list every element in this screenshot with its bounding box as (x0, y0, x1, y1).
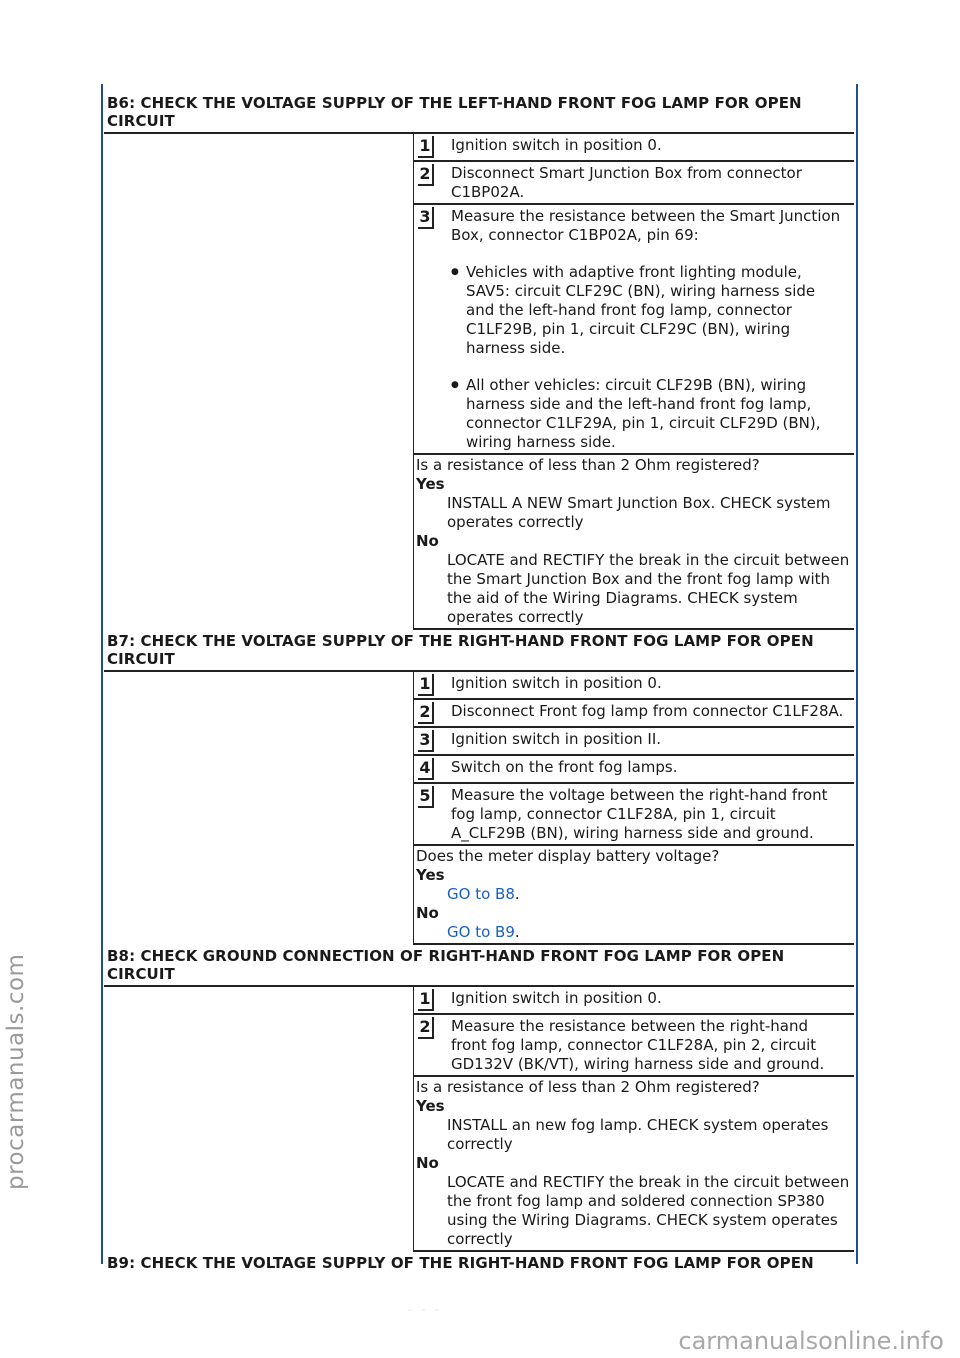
step-text: Measure the voltage between the right-hand front fog lamp, connector C1LF28A, pin 1, circuit A_CLF29B (BN), wiring harness side and ground. (451, 786, 828, 842)
section-body-b6 (104, 134, 854, 630)
step-number: 2 (418, 164, 434, 186)
section-body-b7 (104, 672, 854, 945)
step-row (414, 987, 854, 1015)
bullet-item: ● All other vehicles: circuit CLF29B (BN), wiring harness side and the left-hand front fog lamp, connector C1LF29A, pin 1, circuit CLF29D (BN), wiring harness side. (451, 376, 848, 452)
footer-watermark: carmanualsonline.info (678, 1327, 944, 1355)
step-text: Ignition switch in position II. (451, 730, 662, 748)
step-text: Ignition switch in position 0. (451, 136, 662, 154)
page-frame (101, 84, 858, 1272)
bullet-item: ● Vehicles with adaptive front lighting module, SAV5: circuit CLF29C (BN), wiring harness side and the left-hand front fog lamp, connector C1LF29B, pin 1, circuit CLF29C (BN), wiring harness side. (451, 263, 848, 358)
no-answer: LOCATE and RECTIFY the break in the circuit between the Smart Junction Box and the front fog lamp with the aid of the Wiring Diagrams. CHECK system operates correctly (447, 551, 850, 626)
yes-answer: INSTALL A NEW Smart Junction Box. CHECK system operates correctly (447, 494, 831, 531)
section-title-b8: B8: CHECK GROUND CONNECTION OF RIGHT-HAND FRONT FOG LAMP FOR OPEN CIRCUIT (104, 945, 854, 987)
step-text: Ignition switch in position 0. (451, 674, 662, 692)
no-label: No (416, 904, 439, 922)
question-answer-block (414, 1077, 854, 1252)
yes-label: Yes (416, 866, 445, 884)
step-text: Disconnect Smart Junction Box from connector C1BP02A. (451, 164, 802, 201)
step-row (414, 756, 854, 784)
question-text: Is a resistance of less than 2 Ohm registered? (416, 1078, 760, 1096)
step-row (414, 205, 854, 455)
yes-answer: INSTALL an new fog lamp. CHECK system operates correctly (447, 1116, 829, 1153)
question-answer-block (414, 455, 854, 630)
step-row (414, 784, 854, 846)
yes-label: Yes (416, 1097, 445, 1115)
step-text: Disconnect Front fog lamp from connector C1LF28A. (451, 702, 844, 720)
step-row (414, 1015, 854, 1077)
left-margin-line (101, 84, 103, 1264)
go-to-b9-link[interactable]: GO to B9 (447, 923, 515, 941)
step-text: Measure the resistance between the right-hand front fog lamp, connector C1LF28A, pin 2, circuit GD132V (BK/VT), wiring harness side and ground. (451, 1017, 825, 1073)
step-text: Switch on the front fog lamps. (451, 758, 678, 776)
page-number: - - - (408, 1303, 442, 1316)
step-number: 2 (418, 1017, 434, 1039)
step-number: 3 (418, 207, 434, 229)
procedure-sheet (104, 92, 854, 1274)
yes-label: Yes (416, 475, 445, 493)
question-text: Is a resistance of less than 2 Ohm registered? (416, 456, 760, 474)
step-row (414, 162, 854, 205)
step-number: 1 (418, 989, 434, 1011)
bullet-list (451, 263, 848, 452)
step-row (414, 700, 854, 728)
no-label: No (416, 532, 439, 550)
step-number: 5 (418, 786, 434, 808)
right-margin-line (856, 84, 858, 1264)
step-number: 1 (418, 674, 434, 696)
section-title-b9: B9: CHECK THE VOLTAGE SUPPLY OF THE RIGHT-HAND FRONT FOG LAMP FOR OPEN (107, 1254, 814, 1272)
section-title-b7: B7: CHECK THE VOLTAGE SUPPLY OF THE RIGHT-HAND FRONT FOG LAMP FOR OPEN CIRCUIT (104, 630, 854, 672)
no-label: No (416, 1154, 439, 1172)
step-text: Ignition switch in position 0. (451, 989, 662, 1007)
side-watermark: procarmanuals.com (3, 953, 29, 1190)
no-answer: LOCATE and RECTIFY the break in the circuit between the front fog lamp and soldered connection SP380 using the Wiring Diagrams. CHECK system operates correctly (447, 1173, 850, 1248)
section-title-b6: B6: CHECK THE VOLTAGE SUPPLY OF THE LEFT-HAND FRONT FOG LAMP FOR OPEN CIRCUIT (104, 92, 854, 134)
step-number: 2 (418, 702, 434, 724)
go-to-b8-link[interactable]: GO to B8 (447, 885, 515, 903)
step-number: 3 (418, 730, 434, 752)
step-row (414, 134, 854, 162)
question-answer-block: Does the meter display battery voltage? Yes GO to B8. No GO to B9. (414, 846, 854, 945)
section-body-b8 (104, 987, 854, 1252)
question-text: Does the meter display battery voltage? (416, 847, 720, 865)
step-text: Measure the resistance between the Smart Junction Box, connector C1BP02A, pin 69: (451, 207, 841, 244)
step-number: 1 (418, 136, 434, 158)
step-row (414, 672, 854, 700)
step-number: 4 (418, 758, 434, 780)
step-row (414, 728, 854, 756)
